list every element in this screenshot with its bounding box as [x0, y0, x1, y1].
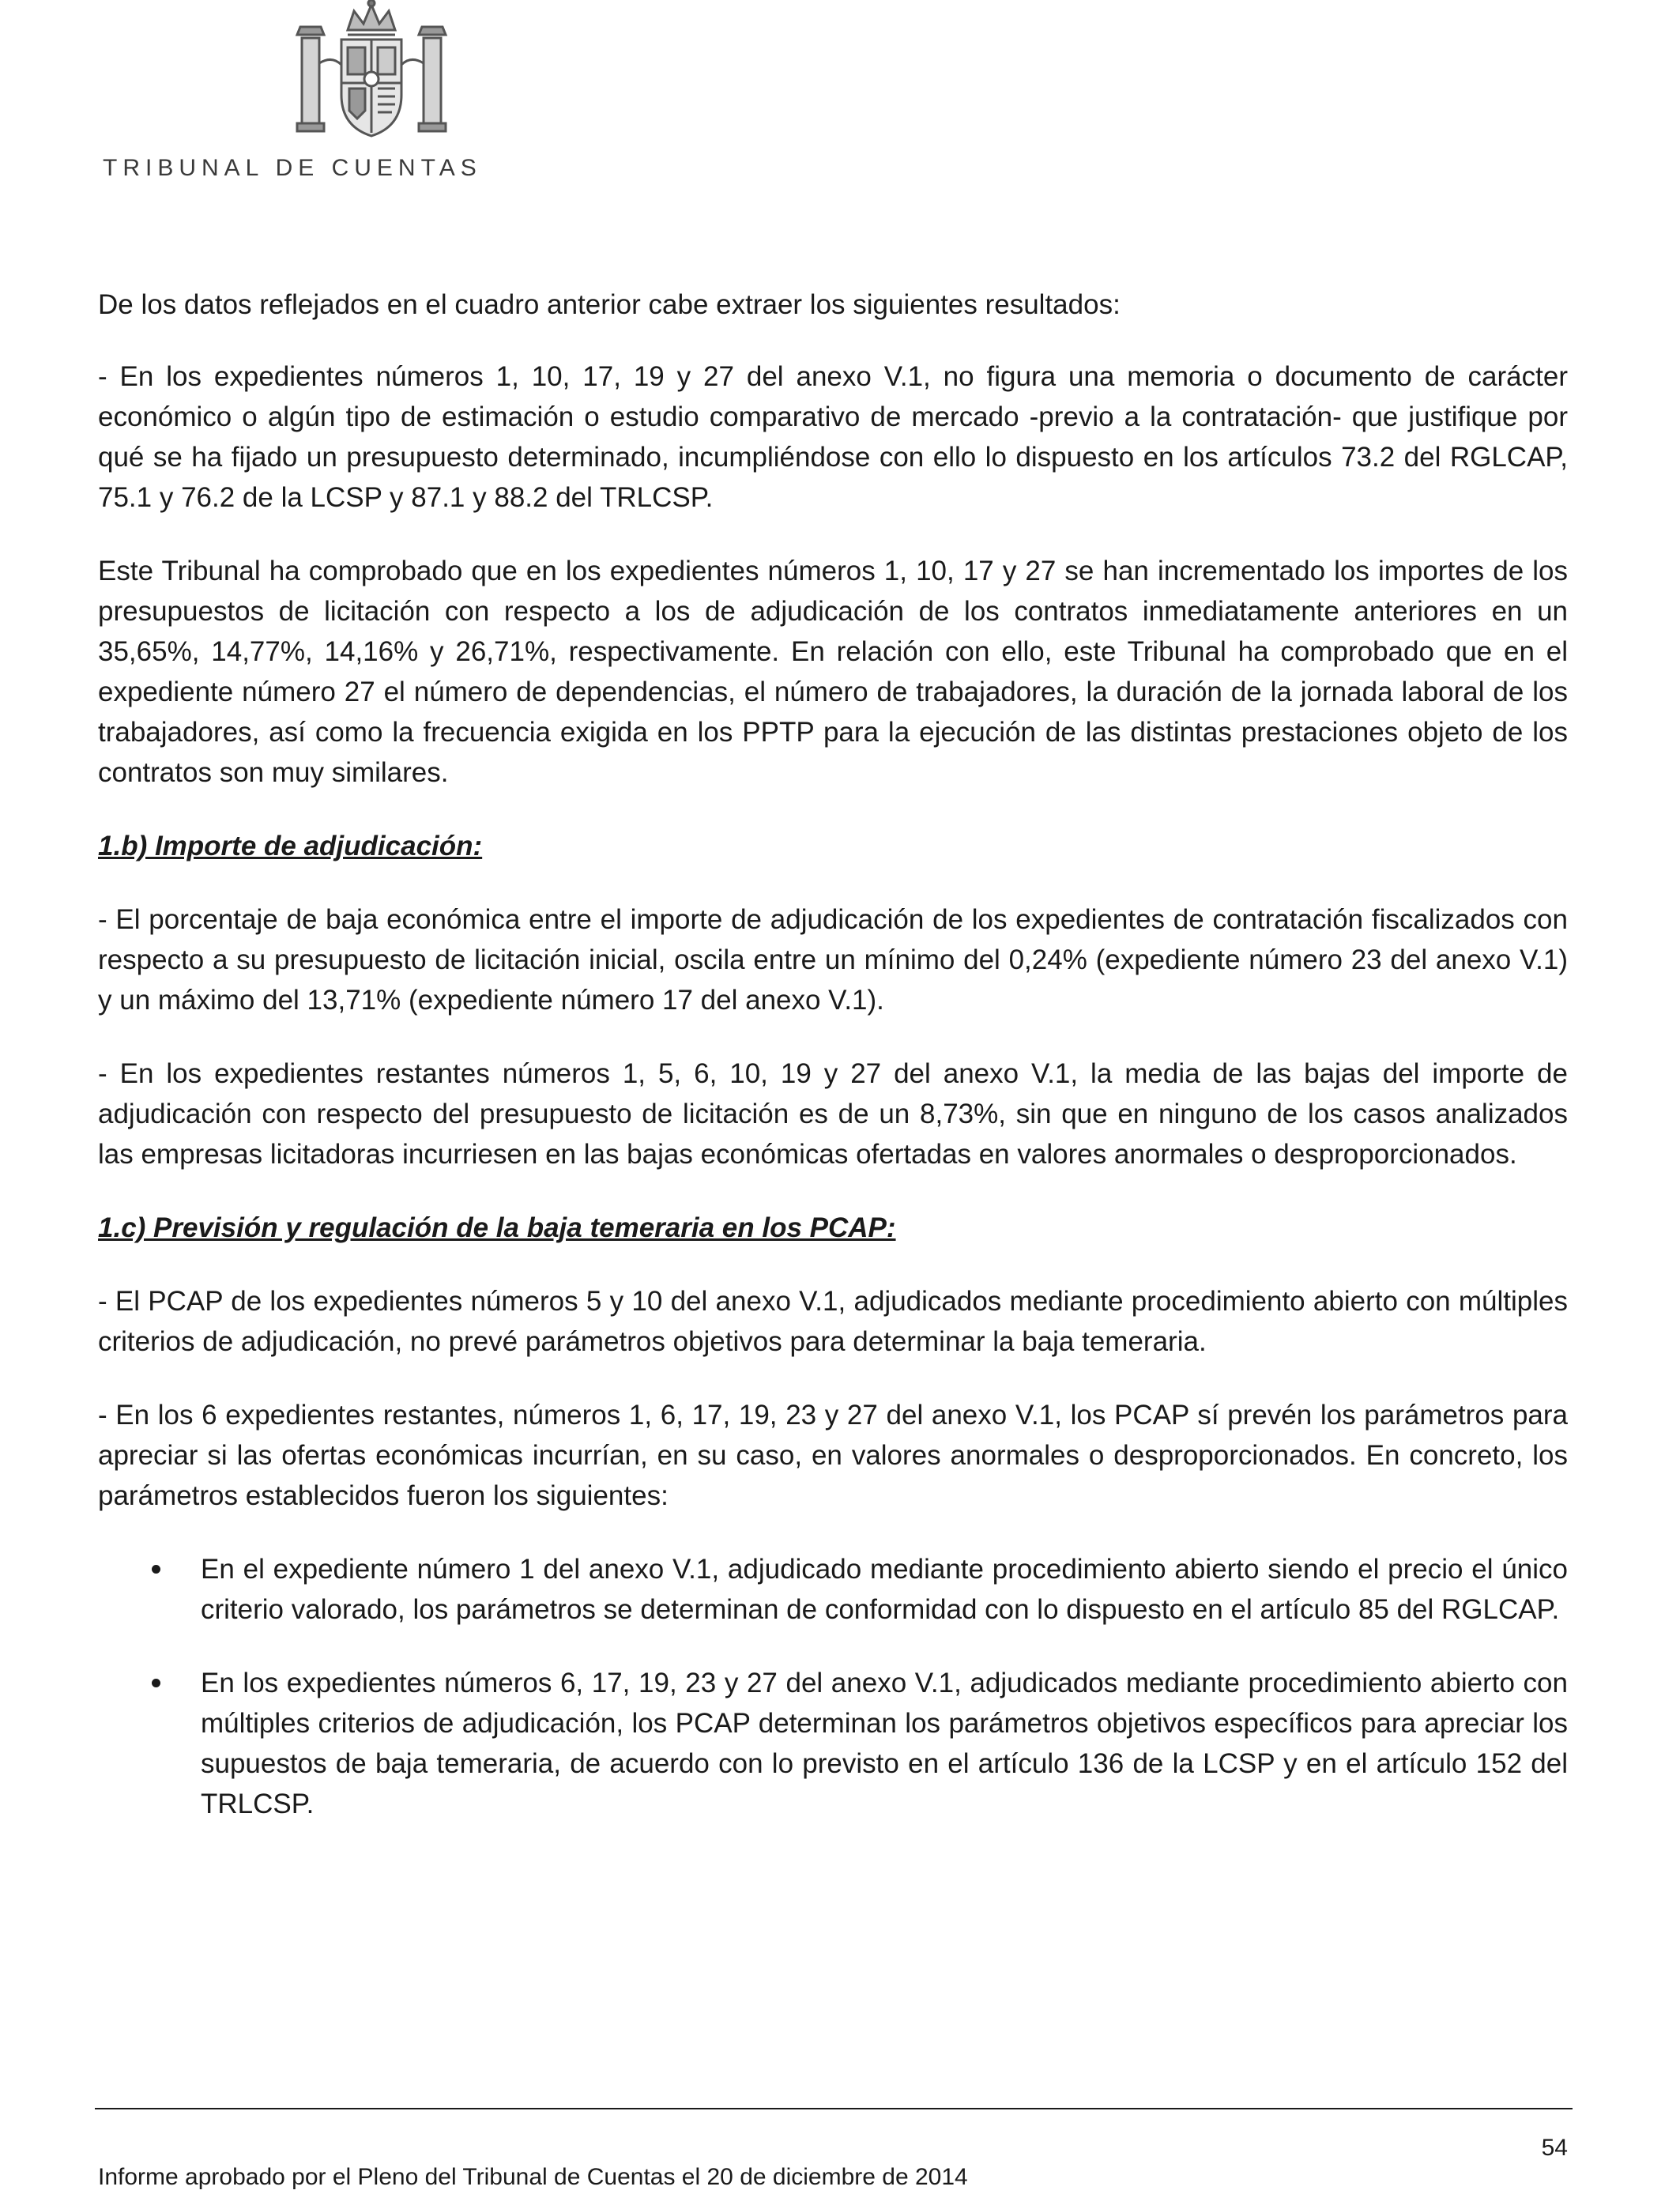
footer-divider — [95, 2108, 1573, 2109]
institution-name: TRIBUNAL DE CUENTAS — [103, 155, 482, 181]
list-item — [98, 1549, 1568, 1630]
report-body — [98, 285, 1568, 1857]
coat-of-arms-icon — [253, 0, 490, 142]
discount-average-paragraph: - En los expedientes restantes números 1, 5, 6, 10, 19 y 27 del anexo V.1, la media de las bajas del importe de adjudicación con respecto del presupuesto de licitación es de un 8,73%, sin que en ninguno de los casos analizados las empresas licitadoras incurriesen en las bajas económicas ofertadas en valores anormales o desproporcionados. — [98, 1058, 1568, 1170]
section-heading-adjudication-amount: 1.b) Importe de adjudicación: — [98, 831, 483, 861]
budget-increase-paragraph: Este Tribunal ha comprobado que en los expedientes números 1, 10, 17 y 27 se han incrementado los importes de los presupuestos de licitación con respecto a los de adjudicación de los contratos inmediatamente anteriores en un 35,65%, 14,77%, 14,16% y 26,71%, respectivamente. En relación con ello, este Tribunal ha comprobado que en el expediente número 27 el número de dependencias, el número de trabajadores, la duración de la jornada laboral de los trabajadores, así como la frecuencia exigida en los PPTP para la ejecución de las distintas prestaciones objeto de los contratos son muy similares. — [98, 556, 1568, 788]
parameters-list — [98, 1549, 1568, 1824]
list-item — [98, 1663, 1568, 1824]
page-header — [95, 0, 569, 190]
footer-note: Informe aprobado por el Pleno del Tribunal de Cuentas el 20 de diciembre de 2014 — [98, 2164, 968, 2190]
bullet-icon — [152, 1679, 160, 1687]
list-item-text: En el expediente número 1 del anexo V.1, adjudicado mediante procedimiento abierto siendo el precio el único criterio valorado, los parámetros se determinan de conformidad con lo dispuesto en el artículo 85 del RGLCAP. — [201, 1554, 1568, 1625]
section-heading-reckless-discount: 1.c) Previsión y regulación de la baja temeraria en los PCAP: — [98, 1212, 896, 1243]
pcap-no-parameters-paragraph: - El PCAP de los expedientes números 5 y 10 del anexo V.1, adjudicados mediante procedimiento abierto con múltiples criterios de adjudicación, no prevé parámetros objetivos para determinar la baja temeraria. — [98, 1286, 1568, 1357]
intro-paragraph: De los datos reflejados en el cuadro anterior cabe extraer los siguientes resultados: — [98, 289, 1121, 320]
pcap-parameters-paragraph: - En los 6 expedientes restantes, números 1, 6, 17, 19, 23 y 27 del anexo V.1, los PCAP sí prevén los parámetros para apreciar si las ofertas económicas incurrían, en su caso, en valores anormales o desproporcionados. En concreto, los parámetros establecidos fueron los siguientes: — [98, 1400, 1568, 1511]
list-item-text: En los expedientes números 6, 17, 19, 23 y 27 del anexo V.1, adjudicados mediante procedimiento abierto con múltiples criterios de adjudicación, los PCAP determinan los parámetros objetivos específicos para apreciar los supuestos de baja temeraria, de acuerdo con lo previsto en el artículo 136 de la LCSP y en el artículo 152 del TRLCSP. — [201, 1668, 1568, 1819]
discount-range-paragraph: - El porcentaje de baja económica entre el importe de adjudicación de los expedientes de contratación fiscalizados con respecto a su presupuesto de licitación inicial, oscila entre un mínimo del 0,24% (expediente número 23 del anexo V.1) y un máximo del 13,71% (expediente número 17 del anexo V.1). — [98, 904, 1568, 1016]
bullet-icon — [152, 1565, 160, 1574]
budget-estimation-paragraph: - En los expedientes números 1, 10, 17, 19 y 27 del anexo V.1, no figura una memoria o documento de carácter económico o algún tipo de estimación o estudio comparativo de mercado -previo a la contratación- que justifique por qué se ha fijado un presupuesto determinado, incumpliéndose con ello lo dispuesto en los artículos 73.2 del RGLCAP, 75.1 y 76.2 de la LCSP y 87.1 y 88.2 del TRLCSP. — [98, 361, 1568, 513]
page-number: 54 — [1541, 2135, 1568, 2161]
